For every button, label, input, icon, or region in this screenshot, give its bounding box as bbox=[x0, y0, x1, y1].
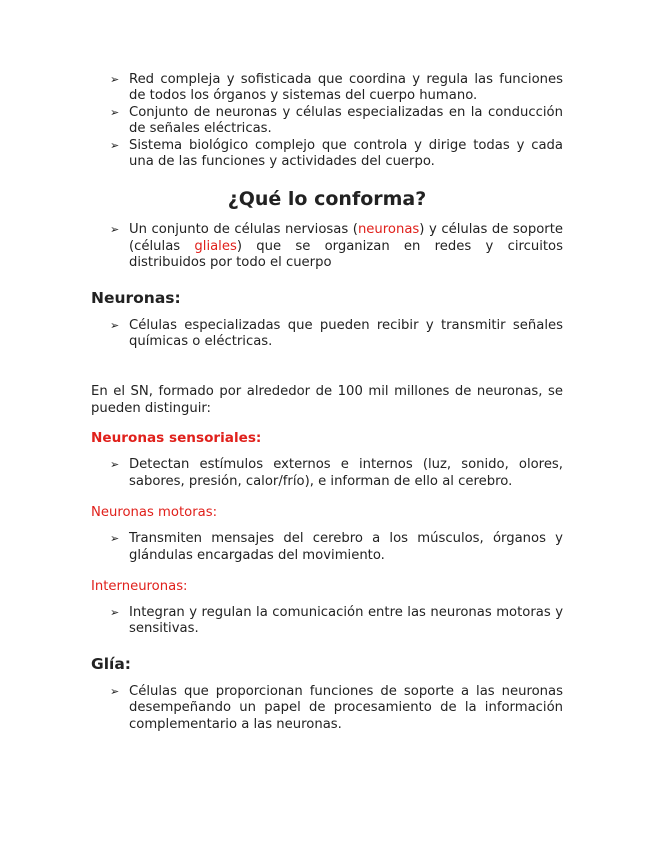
list-item-text: Red compleja y sofisticada que coordina y regula las funciones de todos los órganos y sistemas del cuerpo humano. bbox=[129, 72, 563, 104]
sensoriales-heading: Neuronas sensoriales: bbox=[91, 430, 262, 447]
list-item-text: Transmiten mensajes del cerebro a los músculos, órganos y glándulas encargadas del movimiento. bbox=[129, 531, 563, 563]
conforma-text-1: Un conjunto de células nerviosas ( bbox=[129, 222, 358, 238]
arrow-bullet-icon: ➢ bbox=[110, 458, 120, 472]
list-item-text: Detectan estímulos externos e internos (luz, sonido, olores, sabores, presión, calor/frío), e informan de ello al cerebro. bbox=[129, 457, 563, 489]
motoras-list bbox=[91, 531, 563, 564]
list-item bbox=[91, 684, 563, 733]
conforma-text-3: ) que se organizan en redes y circuitos distribuidos por todo el cuerpo bbox=[129, 238, 563, 271]
list-item-text: Células especializadas que pueden recibir y transmitir señales químicas o eléctricas. bbox=[129, 317, 563, 350]
list-item bbox=[91, 318, 563, 351]
arrow-bullet-icon: ➢ bbox=[110, 73, 120, 86]
interneuronas-list bbox=[91, 605, 563, 638]
list-item-text: Integran y regulan la comunicación entre las neuronas motoras y sensitivas. bbox=[129, 604, 563, 637]
arrow-bullet-icon: ➢ bbox=[110, 318, 120, 332]
arrow-bullet-icon: ➢ bbox=[110, 605, 120, 619]
conforma-heading: ¿Qué lo conforma? bbox=[227, 188, 427, 211]
list-item bbox=[91, 605, 563, 638]
gliales-highlight: gliales bbox=[194, 238, 237, 254]
list-item bbox=[91, 105, 563, 138]
list-item bbox=[91, 138, 563, 171]
arrow-bullet-icon: ➢ bbox=[110, 532, 120, 546]
glia-list bbox=[91, 684, 563, 733]
arrow-bullet-icon: ➢ bbox=[110, 223, 120, 237]
list-item-text: Conjunto de neuronas y células especializadas en la conducción de señales eléctricas. bbox=[129, 104, 563, 137]
neuronas-heading: Neuronas: bbox=[91, 288, 181, 307]
arrow-bullet-icon: ➢ bbox=[110, 684, 120, 698]
neuronas-highlight: neuronas bbox=[357, 222, 420, 238]
conforma-text-2: ) y células de soporte (células bbox=[129, 222, 563, 254]
intro-paragraph: En el SN, formado por alrededor de 100 mil millones de neuronas, se pueden distinguir: bbox=[91, 384, 563, 416]
document-page bbox=[91, 72, 563, 733]
conforma-list bbox=[91, 222, 563, 271]
neuronas-list bbox=[91, 318, 563, 351]
list-item bbox=[91, 72, 563, 105]
sensoriales-list bbox=[91, 457, 563, 490]
list-item bbox=[91, 531, 563, 564]
motoras-heading: Neuronas motoras: bbox=[91, 505, 218, 521]
glia-heading: Glía: bbox=[91, 654, 132, 673]
arrow-bullet-icon: ➢ bbox=[110, 138, 120, 152]
list-item bbox=[91, 457, 563, 490]
list-item-text: Sistema biológico complejo que controla y dirige todas y cada una de las funciones y actividades del cuerpo. bbox=[129, 137, 563, 170]
list-item-text: Células que proporcionan funciones de soporte a las neuronas desempeñando un papel de procesamiento de la información complementario a las neuronas. bbox=[129, 683, 563, 732]
intro-list bbox=[91, 72, 563, 170]
list-item bbox=[91, 222, 563, 271]
arrow-bullet-icon: ➢ bbox=[110, 105, 120, 119]
interneuronas-heading: Interneuronas: bbox=[91, 578, 188, 594]
